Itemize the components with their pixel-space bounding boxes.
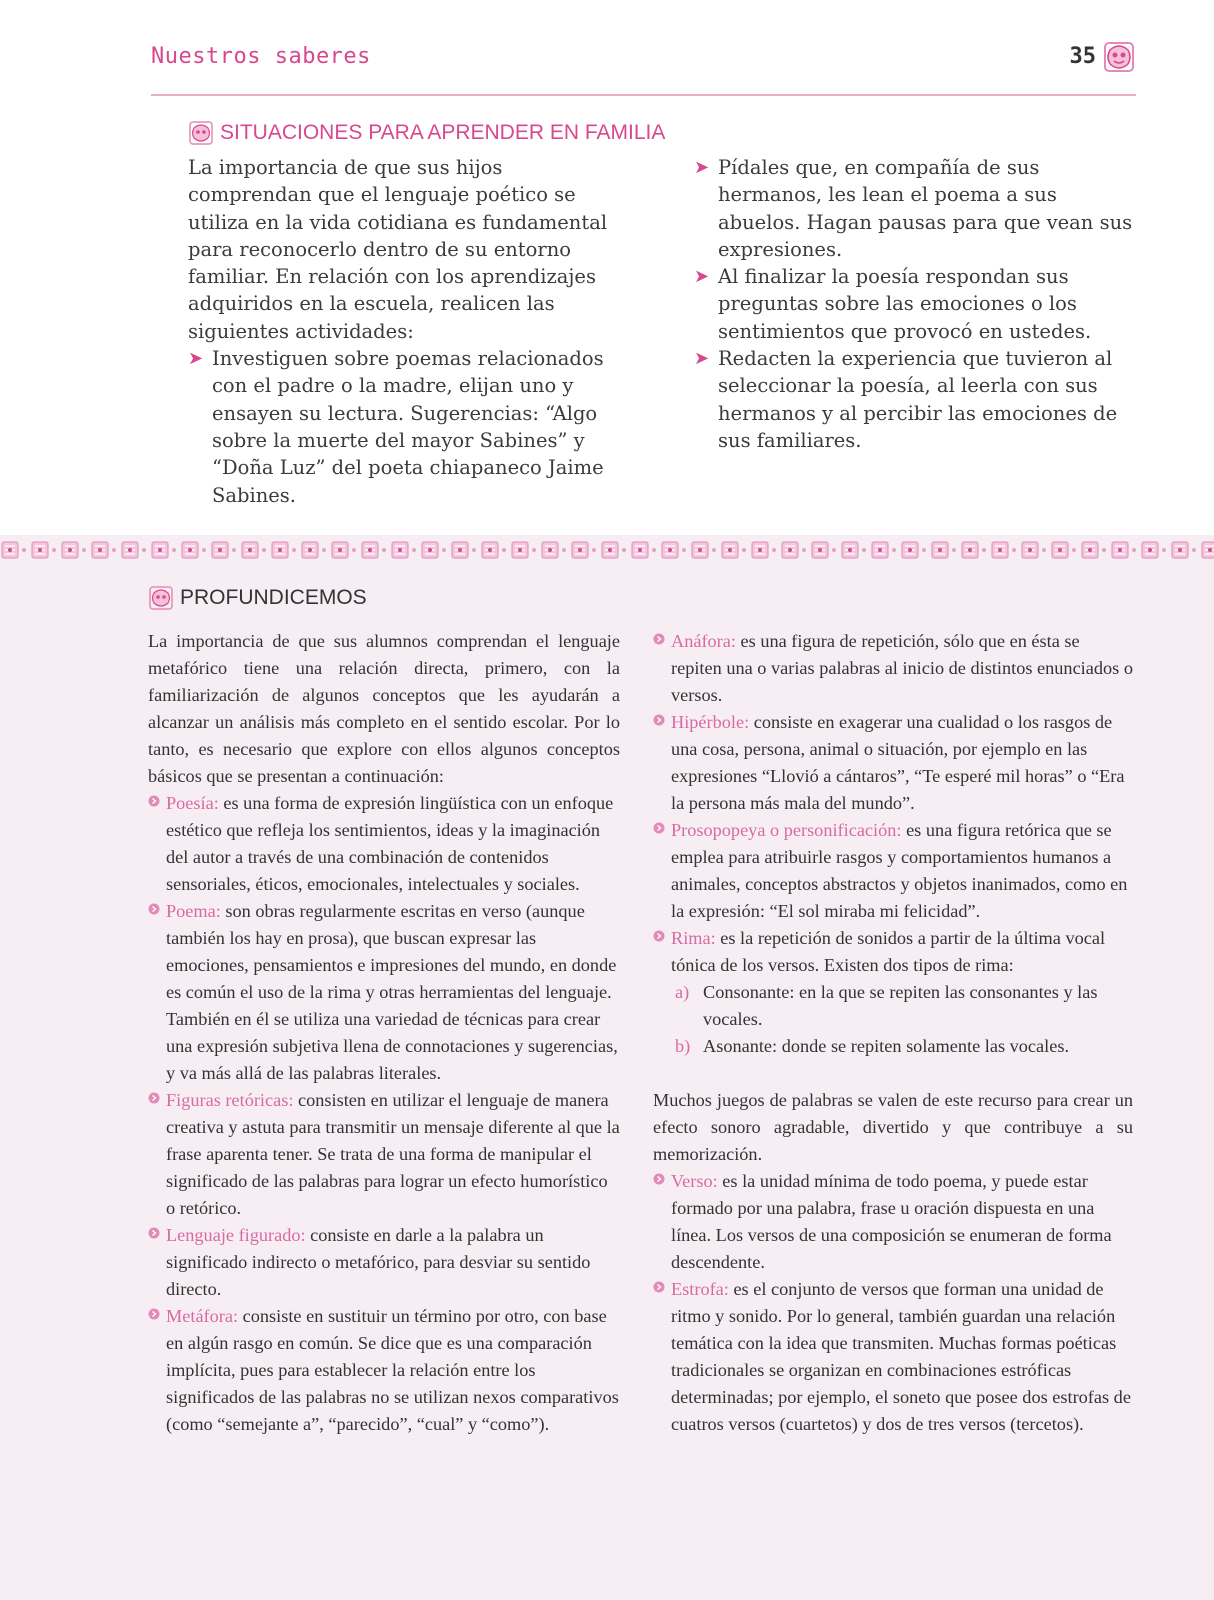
- definition-item: Figuras retóricas: consisten en utilizar el lenguaje de manera creativa y astuta para transmitir un mensaje diferente al que la frase aparenta tener. Se trata de una forma de manipular el significado de las palabras para lograr un efecto humorístico o retórico.: [148, 1087, 620, 1222]
- circle-bullet-icon: [653, 1281, 665, 1293]
- circle-bullet-icon: [653, 633, 665, 645]
- circle-bullet-icon: [148, 1092, 160, 1104]
- circle-bullet-icon: [148, 1227, 160, 1239]
- profundicemos-header: [148, 585, 618, 611]
- pink-glyph-icon: [188, 120, 214, 146]
- definition-item: Prosopopeya o personificación: es una figura retórica que se emplea para atribuirle rasgos y comportamientos humanos a animales, conceptos abstractos y objetos inanimados, como en la expresión: “El sol miraba mi felicidad”.: [653, 817, 1133, 925]
- definition-item: Lenguaje figurado: consiste en darle a la palabra un significado indirecto o metafórico, para desviar su sentido directo.: [148, 1222, 620, 1303]
- page-number: 35: [1069, 44, 1096, 69]
- arrow-bullet-icon: ➤: [694, 157, 710, 178]
- profundicemos-left-column: [148, 628, 620, 1438]
- circle-bullet-icon: [653, 822, 665, 834]
- list-item: ➤ Redacten la experiencia que tuvieron al seleccionar la poesía, al leerla con sus hermanos y al percibir las emociones de sus familiares.: [694, 347, 1118, 452]
- profundicemos-title: [148, 585, 618, 611]
- circle-bullet-icon: [148, 903, 160, 915]
- definition-item: Poesía: es una forma de expresión lingüística con un enfoque estético que refleja los sentimientos, ideas y la imaginación del autor a través de una combinación de contenidos sensoriales, éticos, emocionales, intelectuales y sociales.: [148, 790, 620, 898]
- list-item: ➤ Investiguen sobre poemas relacionados con el padre o la madre, elijan uno y ensayen su lectura. Sugerencias: “Algo sobre la muerte del mayor Sabines” y “Doña Luz” del poeta chiapaneco Jaime Sabines.: [188, 347, 604, 507]
- definition-item: Anáfora: es una figura de repetición, sólo que en ésta se repiten una o varias palabras al inicio de distintos enunciados o versos.: [653, 628, 1133, 709]
- familia-left-column: [188, 154, 628, 509]
- pink-glyph-icon: [1102, 40, 1136, 74]
- circle-bullet-icon: [148, 795, 160, 807]
- familia-right-column: [694, 154, 1138, 454]
- profundicemos-title-text: PROFUNDICEMOS: [180, 586, 367, 609]
- circle-bullet-icon: [653, 930, 665, 942]
- arrow-bullet-icon: ➤: [188, 348, 204, 370]
- profundicemos-right-column: [653, 628, 1133, 1438]
- definition-item: Verso: es la unidad mínima de todo poema, y puede estar formado por una palabra, frase u oración dispuesta en una línea. Los versos de una composición se enumeran de forma descendente.: [653, 1168, 1133, 1276]
- rima-type-item: a) Consonante: en la que se repiten las consonantes y las vocales.: [675, 982, 1098, 1029]
- familia-title: [188, 120, 1138, 146]
- familia-title-text: SITUACIONES PARA APRENDER EN FAMILIA: [220, 121, 666, 144]
- pink-glyph-icon: [148, 585, 174, 611]
- arrow-bullet-icon: ➤: [694, 266, 710, 288]
- circle-bullet-icon: [653, 1173, 665, 1185]
- circle-bullet-icon: [148, 1308, 160, 1320]
- list-item: ➤ Pídales que, en compañía de sus hermanos, les lean el poema a sus abuelos. Hagan pausas para que vean sus expresiones.: [694, 156, 1133, 261]
- page-header: [151, 42, 1136, 98]
- juegos-paragraph: Muchos juegos de palabras se valen de este recurso para crear un efecto sonoro agradable, divertido y que contribuye a su memorización.: [653, 1090, 1133, 1164]
- definition-item: Rima: es la repetición de sonidos a partir de la última vocal tónica de los versos. Existen dos tipos de rima:: [653, 925, 1133, 979]
- profundicemos-intro: La importancia de que sus alumnos comprendan el lenguaje metafórico tiene una relación directa, primero, con la familiarización de algunos conceptos que les ayudarán a alcanzar un análisis más completo en el sentido escolar. Por lo tanto, es necesario que explore con ellos algunos conceptos básicos que se presentan a continuación:: [148, 631, 620, 786]
- familia-section: [188, 120, 1138, 507]
- decorative-border: [0, 537, 1214, 563]
- definition-item: Estrofa: es el conjunto de versos que forman una unidad de ritmo y sonido. Por lo general, también guardan una relación temática con la idea que transmiten. Muchas formas poéticas tradicionales se organizan en combinaciones estróficas determinadas; por ejemplo, el soneto que posee dos estrofas de cuatros versos (cuartetos) y dos de tres versos (tercetos).: [653, 1276, 1133, 1438]
- definition-item: Metáfora: consiste en sustituir un término por otro, con base en algún rasgo en común. Se dice que es una comparación implícita, pues para establecer la relación entre los significados de las palabras no se utilizan nexos comparativos (como “semejante a”, “parecido”, “cual” y “como”).: [148, 1303, 620, 1438]
- rima-type-item: b) Asonante: donde se repiten solamente las vocales.: [675, 1036, 1070, 1056]
- running-head: Nuestros saberes: [151, 44, 371, 69]
- arrow-bullet-icon: ➤: [694, 348, 710, 370]
- familia-intro: La importancia de que sus hijos comprendan que el lenguaje poético se utiliza en la vida cotidiana es fundamental para reconocerlo dentro de su entorno familiar. En relación con los aprendizajes adquiridos en la escuela, realicen las siguientes actividades:: [188, 156, 608, 343]
- list-item: ➤ Al finalizar la poesía respondan sus preguntas sobre las emociones o los sentimientos que provocó en ustedes.: [694, 265, 1092, 343]
- header-rule: [151, 94, 1136, 96]
- definition-item: Hipérbole: consiste en exagerar una cualidad o los rasgos de una cosa, persona, animal o situación, por ejemplo en las expresiones “Llovió a cántaros”, “Te esperé mil horas” o “Era la persona más mala del mundo”.: [653, 709, 1133, 817]
- circle-bullet-icon: [653, 714, 665, 726]
- definition-item: Poema: son obras regularmente escritas en verso (aunque también los hay en prosa), que buscan expresar las emociones, pensamientos e impresiones del mundo, en donde es común el uso de la rima y otras herramientas del lenguaje. También en él se utiliza una variedad de técnicas para crear una expresión subjetiva llena de connotaciones y sugerencias, y va más allá de las palabras literales.: [148, 898, 620, 1087]
